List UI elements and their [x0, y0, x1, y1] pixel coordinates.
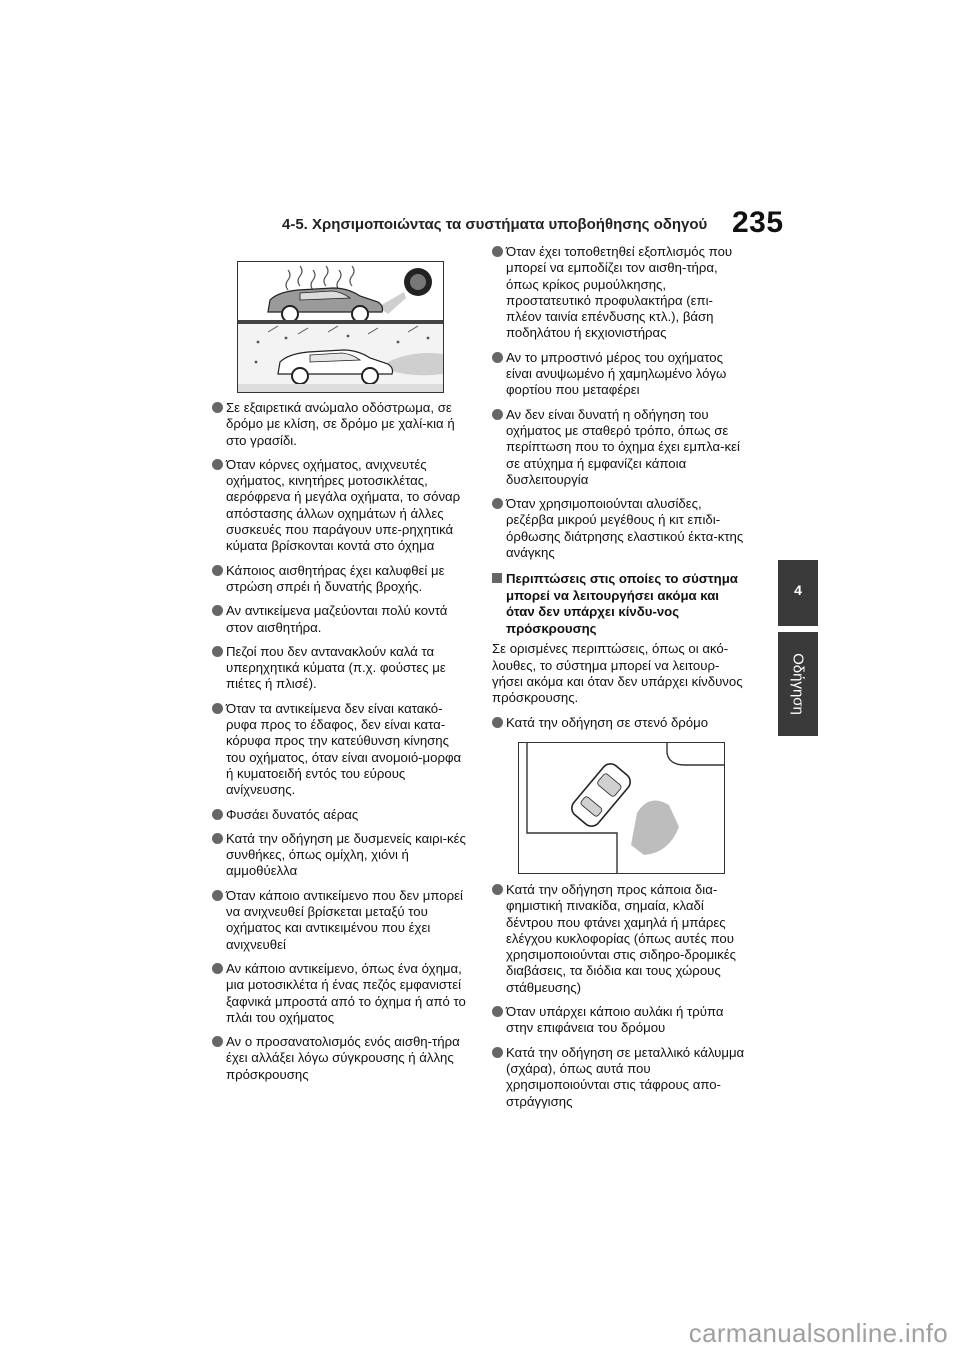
- list-item: Πεζοί που δεν αντανακλούν καλά τα υπερηχητικά κύματα (π.χ. φούστες με πιέτες ή πλισέ).: [212, 644, 468, 693]
- bullet-dot-icon: [212, 833, 223, 844]
- list-item: Κατά την οδήγηση προς κάποια δια-φημιστική πινακίδα, σημαία, κλαδί δέντρου που φτάνει χαμηλά ή μπάρες ελέγχου κυκλοφορίας (όπως αυτές που χρησιμοποιούνται στις σιδηρο-δρομικές διαβάσεις, τα διόδια και τους χώρους στάθμευσης): [492, 882, 748, 996]
- list-item: Αν το μπροστινό μέρος του οχήματος είναι ανυψωμένο ή χαμηλωμένο λόγω φορτίου που μεταφέρει: [492, 350, 748, 399]
- list-item: Αν κάποιο αντικείμενο, όπως ένα όχημα, μια μοτοσικλέτα ή ένας πεζός εμφανιστεί ξαφνικά μπροστά από το όχημα ή από το πλάι του οχήματος: [212, 961, 468, 1026]
- list-item: Φυσάει δυνατός αέρας: [212, 807, 468, 823]
- weather-illustration: [238, 262, 443, 392]
- list-item: Αν δεν είναι δυνατή η οδήγηση του οχήματος με σταθερό τρόπο, όπως σε περίπτωση που το όχημα έχει εμπλα-κεί σε ατύχημα ή εμφανίζει κάποια δυσλειτουργία: [492, 407, 748, 488]
- list-item: Κατά την οδήγηση σε μεταλλικό κάλυμμα (σχάρα), όπως αυτά που χρησιμοποιούνται στις τάφρους απο-στράγγισης: [492, 1045, 748, 1110]
- list-item: Κατά την οδήγηση με δυσμενείς καιρι-κές συνθήκες, όπως ομίχλη, χιόνι ή αμμοθύελλα: [212, 831, 468, 880]
- section-heading: Περιπτώσεις στις οποίες το σύστημα μπορεί να λειτουργήσει ακόμα και όταν δεν υπάρχει κίνδυ-νος πρόσκρουσης: [492, 571, 748, 637]
- chapter-name: Οδήγηση: [789, 653, 807, 715]
- list-item: Όταν υπάρχει κάποιο αυλάκι ή τρύπα στην επιφάνεια του δρόμου: [492, 1004, 748, 1037]
- bullet-dot-icon: [492, 246, 503, 257]
- section-square-icon: [492, 573, 502, 583]
- bullet-dot-icon: [212, 402, 223, 413]
- bullet-dot-icon: [212, 605, 223, 616]
- bullet-dot-icon: [212, 1036, 223, 1047]
- chapter-number: 4: [794, 582, 802, 598]
- bullet-dot-icon: [212, 890, 223, 901]
- narrow-road-figure: [518, 742, 725, 874]
- list-item: Όταν χρησιμοποιούνται αλυσίδες, ρεζέρβα μικρού μεγέθους ή κιτ επιδι-όρθωσης διάτρησης ελαστικού έκτα-κτης ανάγκης: [492, 496, 748, 561]
- bullet-dot-icon: [492, 498, 503, 509]
- bullet-dot-icon: [212, 565, 223, 576]
- list-item: Αν αντικείμενα μαζεύονται πολύ κοντά στον αισθητήρα.: [212, 603, 468, 636]
- bullet-dot-icon: [492, 352, 503, 363]
- bullet-dot-icon: [212, 703, 223, 714]
- watermark: carmanualsonline.info: [688, 1318, 948, 1348]
- right-column: [492, 244, 748, 731]
- list-item: Κατά την οδήγηση σε στενό δρόμο: [492, 715, 748, 731]
- bullet-dot-icon: [492, 717, 503, 728]
- left-column: [212, 400, 468, 1091]
- chapter-tab-label[interactable]: [778, 632, 818, 736]
- narrow-road-illustration: [519, 743, 724, 873]
- bullet-dot-icon: [212, 963, 223, 974]
- bullet-dot-icon: [492, 409, 503, 420]
- list-item: Κάποιος αισθητήρας έχει καλυφθεί με στρώση σπρέι ή δυνατής βροχής.: [212, 563, 468, 596]
- list-item: Σε εξαιρετικά ανώμαλο οδόστρωμα, σε δρόμο με κλίση, σε δρόμο με χαλί-κια ή στο γρασίδι.: [212, 400, 468, 449]
- bullet-dot-icon: [212, 646, 223, 657]
- list-item: Όταν έχει τοποθετηθεί εξοπλισμός που μπορεί να εμποδίζει τον αισθη-τήρα, όπως κρίκος ρυμούλκησης, προστατευτικό προφυλακτήρα (επι-πλέον ταινία επένδυσης κτλ.), βάση ποδηλάτου ή εκχιονιστήρας: [492, 244, 748, 342]
- page-number: 235: [732, 206, 784, 239]
- section-intro: Σε ορισμένες περιπτώσεις, όπως οι ακό-λουθες, το σύστημα μπορεί να λειτουρ-γήσει ακόμα και όταν δεν υπάρχει κίνδυνος πρόσκρουσης.: [492, 641, 743, 706]
- section-title: 4-5. Χρησιμοποιώντας τα συστήματα υποβοήθησης οδηγού: [282, 216, 708, 233]
- list-item: Αν ο προσανατολισμός ενός αισθη-τήρα έχει αλλάξει λόγω σύγκρουσης ή άλλης πρόσκρουσης: [212, 1034, 468, 1083]
- bullet-dot-icon: [492, 1047, 503, 1058]
- bullet-dot-icon: [492, 884, 503, 895]
- bullet-dot-icon: [212, 459, 223, 470]
- list-item: Όταν τα αντικείμενα δεν είναι κατακό-ρυφα προς το έδαφος, δεν είναι κατα-κόρυφα προς την κατεύθυνση κίνησης του οχήματος, όταν είναι ανομοιό-μορφα ή κυματοειδή εντός του εύρους ανίχνευσης.: [212, 701, 468, 799]
- weather-conditions-figure: [237, 261, 444, 393]
- list-item: Όταν κόρνες οχήματος, ανιχνευτές οχήματος, κινητήρες μοτοσικλέτας, αερόφρενα ή μεγάλα οχήματα, το σόναρ απόστασης άλλων οχημάτων ή άλλες συσκευές που παράγουν υπε-ρηχητικά κύματα βρίσκονται κοντά στο όχημα: [212, 457, 468, 555]
- bullet-dot-icon: [212, 809, 223, 820]
- chapter-tab-number[interactable]: [778, 560, 818, 626]
- list-item: Όταν κάποιο αντικείμενο που δεν μπορεί να ανιχνευθεί βρίσκεται μεταξύ του οχήματος και αντικειμένου που έχει ανιχνευθεί: [212, 888, 468, 953]
- bullet-dot-icon: [492, 1006, 503, 1017]
- right-column-bottom: [492, 882, 748, 1118]
